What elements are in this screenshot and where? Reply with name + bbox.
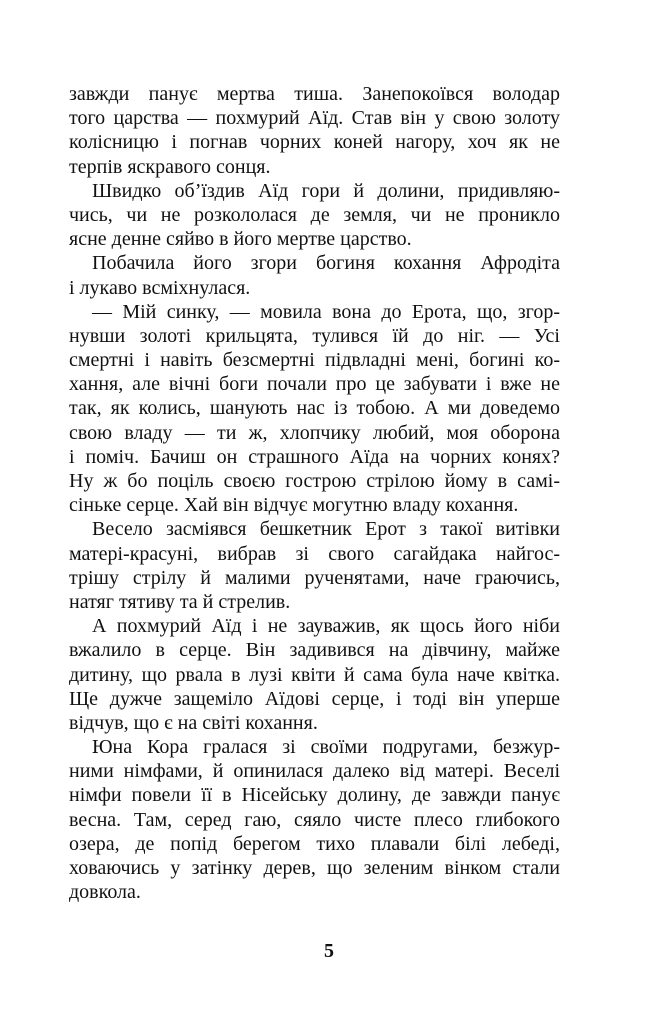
paragraph-5	[69, 517, 560, 614]
paragraph-3	[69, 251, 560, 299]
text-line: сіньке серце. Хай він відчує могутню владу кохання.	[69, 494, 519, 517]
text-line: відчув, що є на світі кохання.	[69, 711, 318, 734]
text-line: так, як колись, шанують нас із тобою. А ми доведемо	[69, 397, 560, 420]
text-line: весна. Там, серед гаю, сяяло чисте плесо глибокого	[69, 808, 560, 831]
paragraph-6	[69, 614, 560, 735]
text-line: натяг тятиву та й стрелив.	[69, 590, 291, 613]
paragraph-7	[69, 735, 560, 904]
paragraph-4	[69, 300, 560, 518]
text-line: чись, чи не розкололася де земля, чи не проникло	[69, 203, 560, 226]
page-number: 5	[324, 940, 334, 962]
text-line: і поміч. Бачиш он страшного Аїда на чорних конях?	[69, 445, 560, 468]
text-line: свою владу — ти ж, хлопчику любий, моя оборона	[69, 421, 560, 444]
text-line: Швидко об’їздив Аїд гори й долини, придивляю-	[92, 179, 560, 202]
text-line: — Мій синку, — мовила вона до Ерота, що, згор-	[92, 300, 560, 323]
text-line: нувши золоті крильцята, тулився їй до ніг. — Усі	[69, 324, 560, 347]
text-line: А похмурий Аїд і не зауважив, як щось його ніби	[92, 615, 560, 638]
page-body	[69, 82, 560, 904]
text-line: ними німфами, й опинилася далеко від матері. Веселі	[69, 760, 560, 783]
text-line: Ще дужче защеміло Аїдові серце, і тоді він уперше	[69, 687, 560, 710]
text-line: Юна Кора гралася зі своїми подругами, безжур-	[92, 736, 560, 759]
paragraph-1	[69, 82, 560, 179]
paragraph-2	[69, 179, 560, 252]
text-line: вжалило в серце. Він задивився на дівчину, майже	[69, 639, 560, 662]
text-line: терпів яскравого сонця.	[69, 155, 271, 178]
text-line: озера, де попід берегом тихо плавали білі лебеді,	[69, 832, 560, 855]
text-line: того царства — похмурий Аїд. Став він у свою золоту	[69, 107, 560, 130]
text-line: ясне денне сяйво в його мертве царство.	[69, 228, 412, 251]
text-line: дитину, що рвала в лузі квіти й сама була наче квітка.	[69, 663, 560, 686]
text-line: колісницю і погнав чорних коней нагору, хоч як не	[69, 131, 560, 154]
text-line: Ну ж бо поціль своєю гострою стрілою йому в самі-	[69, 470, 560, 492]
text-line: смертні і навіть безсмертні підвладні мені, богині ко-	[69, 349, 560, 372]
text-line: довкола.	[69, 881, 141, 904]
text-line: ховаючись у затінку дерев, що зеленим вінком стали	[69, 857, 560, 879]
text-line: і лукаво всміхнулася.	[69, 276, 251, 299]
text-line: хання, але вічні боги почали про це забувати і вже не	[69, 373, 560, 396]
text-line: німфи повели її в Нісейську долину, де завжди панує	[69, 784, 560, 807]
text-line: трішу стрілу й малими рученятами, наче граючись,	[69, 566, 560, 589]
text-line: Побачила його згори богиня кохання Афродіта	[92, 252, 560, 275]
text-line: Весело засміявся бешкетник Ерот з такої витівки	[92, 518, 560, 541]
text-line: матері-красуні, вибрав зі свого сагайдака найгос-	[69, 542, 560, 565]
text-line: завжди панує мертва тиша. Занепокоївся володар	[69, 83, 560, 105]
